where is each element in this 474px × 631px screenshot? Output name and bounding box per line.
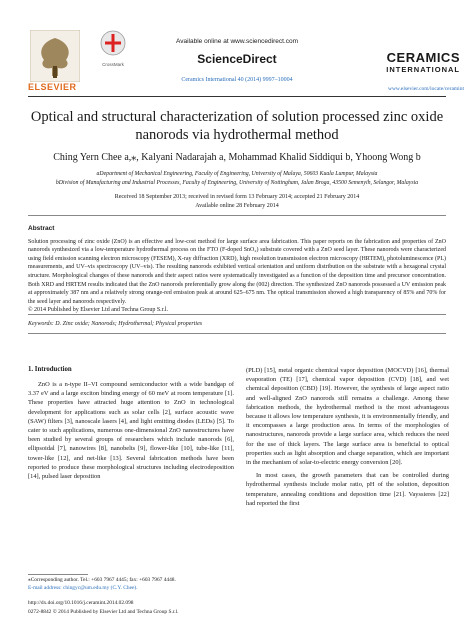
keywords: Keywords: D. Zinc oxide; Nanorods; Hydrothermal; Physical properties [28,321,203,327]
author-list: Ching Yern Chee a,⁎, Kalyani Nadarajah a, Mohammad Khalid Siddiqui b, Yhoong Wong b [53,152,421,163]
footnote-email-link[interactable]: E-mail address: chingyc@um.edu.my (C.Y. Chee). [28,585,138,591]
journal-name [355,50,460,74]
publisher-name: ELSEVIER [28,82,77,92]
intro-paragraph-1: ZnO is a n-type II–VI compound semiconductor with a wide bandgap of 3.37 eV and a large exciton binding energy of 60 meV at room temperature [1]. These properties have attracted huge attention to ZnO in technological development for applications such as solar cells [2], surface acoustic wave (SAW) filters [3], nanoscale lasers [4], and light emitting diodes (LEDs) [5]. To cater to such applications, numerous one-dimensional ZnO nanostructures have been studied by several groups of researchers which include nanorods [6], ellipsoidal [7], nanowires [8], nanobelts [9], flower-like [10], tube-like [11], tower-like [12], and net-like [13]. Several fabrication methods have been reported to produce these morphological structures including electrodeposition [14], pulsed laser deposition [28,381,234,481]
crossmark-label: CrossMark [102,62,124,67]
title-line-2: nanorods via hydrothermal method [135,127,339,143]
section-heading-introduction: 1. Introduction [28,366,72,373]
abstract-text: Solution processing of zinc oxide (ZnO) is an effective and low-cost method for large surface area fabrication. This paper reports on the fabrication and properties of ZnO nanorods synthesized via a low-temperature hydrothermal process on the FTO (F-doped SnO₂) substrate covered with a ZnO seed layer. These nanorods were characterized using field emission scanning electron microscopy (FESEM), X-ray diffraction (XRD), high resolution transmission electron microscopy (HRTEM), photoluminescence (PL) measurements, and UV–vis spectroscopy (UV–vis). The resulting nanorods exhibited vertical orientation and uniform distribution on the substrate with a hexagonal crystal structure. Morphological changes of these nanorods and their aspect ratios were systematically investigated as a function of the deposition time and precursor concentration. Both XRD and HRTEM results indicated that the ZnO nanorods preferentially grow along the (002) direction. The synthesized ZnO nanorods possessed a UV emission peak at approximately 387 nm and a relatively strong orange-red emission peak at around 625–675 nm. The optical transmission showed a high transparency of 85% and 70% for the seed layer and nanorods respectively. [28,238,446,305]
available-online-text: Available online at www.sciencedirect.com [176,38,298,45]
issn-copyright-line: 0272-8842 © 2014 Published by Elsevier Ltd and Techna Group S.r.l. [28,609,179,615]
article-title [30,108,444,144]
journal-name-line2: INTERNATIONAL [386,65,460,74]
doi-link[interactable]: http://dx.doi.org/10.1016/j.ceramint.2014.02.098 [28,600,134,606]
journal-name-line1: CERAMICS [386,50,460,65]
intro-paragraph-1-cont: (PLD) [15], metal organic chemical vapor deposition (MOCVD) [16], thermal evaporation (TE) [17], chemical vapor deposition (CVD) [18], and wet chemical deposition (CBD) [19]. However, the synthesis of large aspect ratio and well-aligned ZnO nanorods still remains a challenge. Among these fabrication methods, the hydrothermal method is the most advantageous because it allows low temperature synthesis, it is environmentally friendly, and it encompasses a large production area. In terms of the morphologies of nanostructures, nanorods provide a large surface area, which reduces the need for the use of thick layers. The large surface area is beneficial to optical properties such as light absorption and charge separation, which are important in the mechanism of solar-to-electric energy conversion [20]. [246,367,449,467]
footnote-corresponding-author: ⁎Corresponding author. Tel.: +603 7967 4445; fax: +603 7967 4448. [28,577,176,583]
footnote-divider [28,574,88,575]
abstract-top-divider [28,215,446,216]
affiliation-a: aDepartment of Mechanical Engineering, Faculty of Engineering, University of Malaya, 50603 Kuala Lumpur, Malaysia [96,171,378,177]
journal-url-link[interactable]: www.elsevier.com/locate/ceramint [387,86,464,92]
sciencedirect-logo-text: ScienceDirect [197,52,277,66]
abstract-copyright: © 2014 Published by Elsevier Ltd and Techna Group S.r.l. [28,307,169,314]
title-line-1: Optical and structural characterization of solution processed zinc oxide [30,109,444,125]
keywords-bottom-divider [28,333,446,334]
journal-reference-link[interactable]: Ceramics International 40 (2014) 9997–10004 [181,77,293,83]
affiliation-b: bDivision of Manufacturing and Industrial Processes, Faculty of Engineering, University of Nottingham, Jalan Broga, 43500 Semenyih, Selangor, Malaysia [55,180,419,186]
abstract-heading: Abstract [28,225,55,232]
left-column [28,380,234,481]
available-online-date: Available online 28 February 2014 [195,203,279,209]
intro-paragraph-2: In most cases, the growth parameters that can be controlled during hydrothermal synthesis include molar ratio, pH of the solution, deposition temperature, annealing conditions and deposition time [21]. Vayssieres [22] had reported the first [246,472,449,507]
received-dates: Received 18 September 2013; received in revised form 13 February 2014; accepted 21 February 2014 [114,194,360,200]
keywords-top-divider [28,314,446,315]
right-column [246,366,449,508]
abstract-block [28,225,446,315]
header-divider [28,96,446,97]
